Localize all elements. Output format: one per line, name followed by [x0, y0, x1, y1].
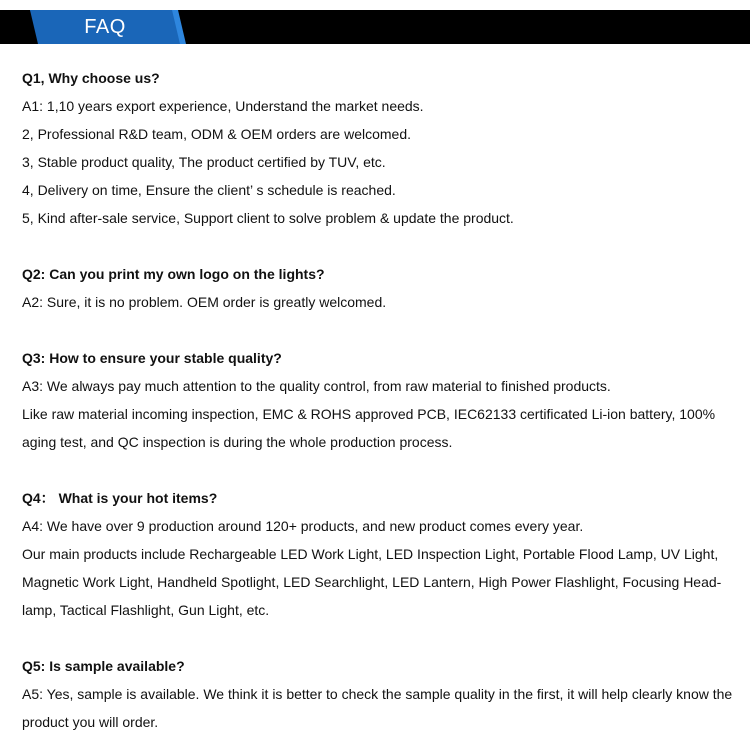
section-spacer — [22, 232, 738, 260]
faq-item-q2 — [22, 260, 738, 316]
faq-item-q5 — [22, 652, 738, 736]
faq-answer-line: A1: 1,10 years export experience, Understand the market needs. — [22, 98, 424, 114]
faq-answer-line: Like raw material incoming inspection, EMC & ROHS approved PCB, IEC62133 certificated Li-ion battery, 100% — [22, 406, 716, 422]
faq-answer-line: A5: Yes, sample is available. We think it is better to check the sample quality in the first, it will help clearly know the — [22, 686, 733, 702]
faq-question: Q1, Why choose us? — [22, 70, 160, 86]
faq-answer-line: A3: We always pay much attention to the quality control, from raw material to finished products. — [22, 378, 611, 394]
faq-question: Q4： What is your hot items? — [22, 490, 218, 506]
faq-item-q1 — [22, 64, 738, 232]
faq-item-q4 — [22, 484, 738, 624]
page-title: FAQ — [84, 16, 126, 38]
faq-answer-line: 4, Delivery on time, Ensure the client’ s schedule is reached. — [22, 182, 396, 198]
faq-answer-line: Our main products include Rechargeable LED Work Light, LED Inspection Light, Portable Flood Lamp, UV Light, — [22, 546, 719, 562]
faq-answer-line: Magnetic Work Light, Handheld Spotlight, LED Searchlight, LED Lantern, High Power Flashlight, Focusing Head- — [22, 574, 722, 590]
faq-answer-line: aging test, and QC inspection is during the whole production process. — [22, 434, 453, 450]
faq-answer-line: A2: Sure, it is no problem. OEM order is greatly welcomed. — [22, 294, 387, 310]
faq-answer-line: 2, Professional R&D team, ODM & OEM orders are welcomed. — [22, 126, 412, 142]
faq-question: Q5: Is sample available? — [22, 658, 185, 674]
faq-tab — [30, 10, 186, 44]
faq-answer-line: 3, Stable product quality, The product certified by TUV, etc. — [22, 154, 386, 170]
section-spacer — [22, 624, 738, 652]
faq-question: Q2: Can you print my own logo on the lights? — [22, 266, 325, 282]
faq-question: Q3: How to ensure your stable quality? — [22, 350, 282, 366]
faq-list — [22, 64, 738, 736]
section-spacer — [22, 316, 738, 344]
faq-answer-line: lamp, Tactical Flashlight, Gun Light, etc. — [22, 602, 270, 618]
faq-answer-line: product you will order. — [22, 714, 159, 730]
faq-item-q3 — [22, 344, 738, 456]
section-spacer — [22, 456, 738, 484]
faq-answer-line: 5, Kind after-sale service, Support client to solve problem & update the product. — [22, 210, 514, 226]
faq-answer-line: A4: We have over 9 production around 120+ products, and new product comes every year. — [22, 518, 584, 534]
